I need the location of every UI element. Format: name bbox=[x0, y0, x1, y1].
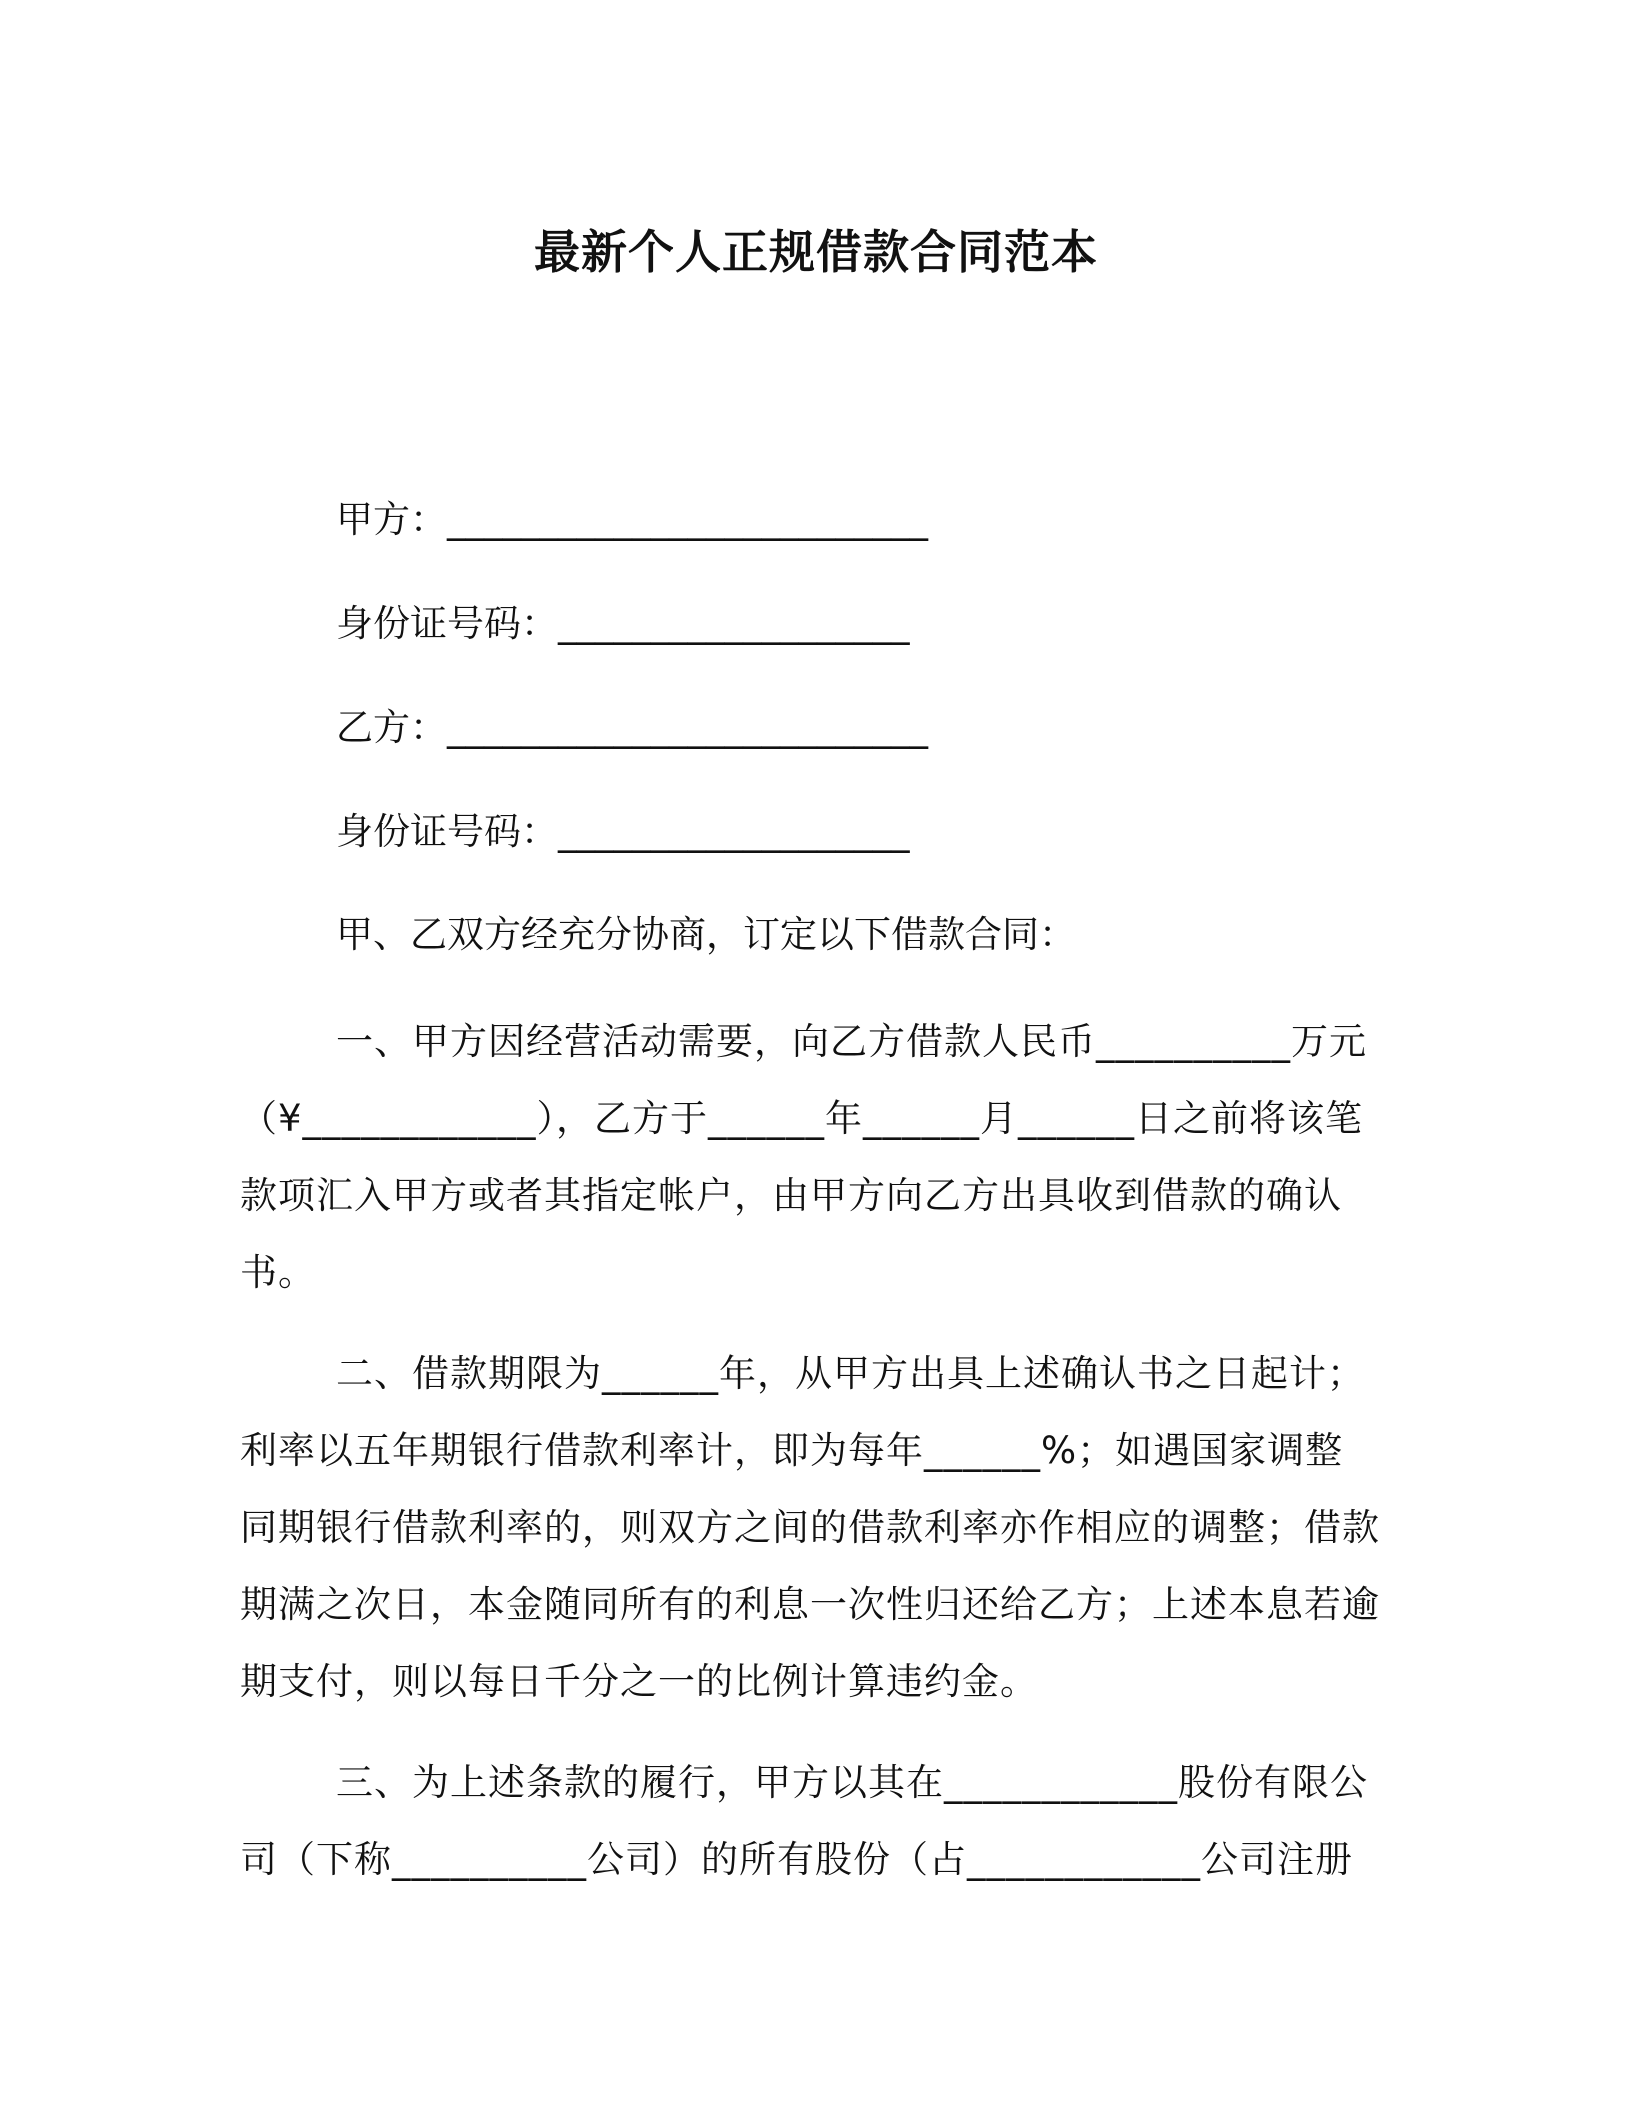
clause-2: 二、借款期限为______年，从甲方出具上述确认书之日起计；利率以五年期银行借款利率计，即为每年______%；如遇国家调整同期银行借款利率的，则双方之间的借款利率亦作相应的调整；借款期满之次日，本金随同所有的利息一次性归还给乙方；上述本息若逾期支付，则以每日千分之一的比例计算违约金。 bbox=[240, 1352, 1380, 1703]
clause-3: 三、为上述条款的履行，甲方以其在____________股份有限公司（下称__________公司）的所有股份（占____________公司注册 bbox=[240, 1761, 1368, 1881]
party-a-field: 甲方：__________________________ bbox=[336, 498, 928, 541]
contract-intro: 甲、乙双方经充分协商，订定以下借款合同： bbox=[336, 913, 1076, 956]
party-a-id-field: 身份证号码：___________________ bbox=[336, 602, 910, 645]
party-b-field: 乙方：__________________________ bbox=[336, 706, 928, 749]
clause-1: 一、甲方因经营活动需要，向乙方借款人民币__________万元（¥____________），乙方于______年______月______日之前将该笔款项汇入甲方或者其指定帐户，由甲方向乙方出具收到借款的确认书。 bbox=[240, 1020, 1367, 1294]
party-b-id-field: 身份证号码：___________________ bbox=[336, 810, 910, 853]
document-title: 最新个人正规借款合同范本 bbox=[534, 225, 1098, 279]
